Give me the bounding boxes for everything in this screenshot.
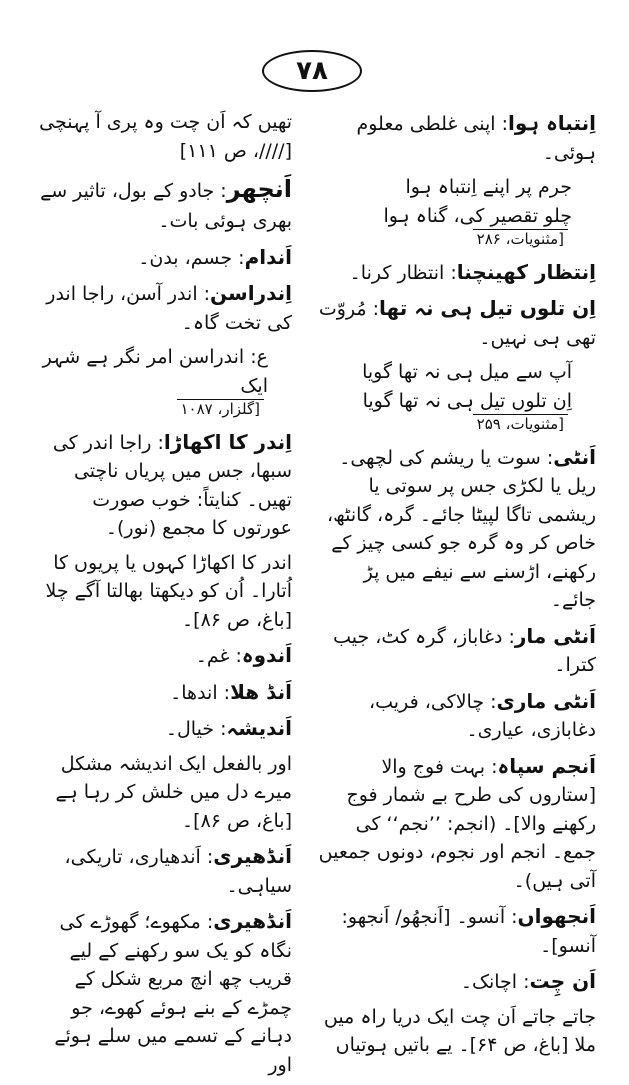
entry-definition: : آنسو۔ [اَنجھُو/ اَنجھو: آنسو]۔ — [341, 906, 596, 957]
entry-headword: اَنٹی — [553, 444, 596, 469]
right-column — [318, 108, 596, 1066]
dictionary-entry — [30, 841, 292, 900]
reference-text: [مثنویات، ۲۵۹ — [473, 414, 568, 433]
entry-definition: : راجا اندر کی سبھا، جس میں پریاں ناچتی تھیں۔ کنایتاً: خوب صورت عورتوں کا مجمع (نور)۔ — [52, 431, 292, 539]
entry-headword: اِندراسن — [210, 281, 292, 305]
verse-line: اِن تلوں تیل ہی نہ تھا گویا — [362, 389, 572, 412]
dictionary-entry — [318, 442, 596, 615]
left-column — [30, 108, 292, 1085]
dictionary-entry — [318, 257, 596, 288]
dictionary-entry — [30, 906, 292, 1079]
entry-definition: : چالاکی، فریب، دغابازی، عیاری۔ — [369, 690, 596, 741]
entry-headword: اَنجھواں — [517, 904, 596, 928]
entry-definition: : دغاباز، گرہ کٹ، جیب کترا۔ — [333, 625, 596, 676]
verse-reference — [30, 398, 268, 421]
reference-text: [مثنویات، ۲۸۶ — [473, 229, 568, 248]
entry-headword: اَنڈ ھلا — [230, 679, 292, 704]
example-text: جاتے جاتے اَن چت ایک دریا راہ میں ملا [باغ، ص ۶۴]۔ یے باتیں ہوتیاں — [323, 1005, 596, 1056]
entry-definition: : مُروّت تھی ہی نہیں۔ — [318, 298, 596, 349]
dictionary-entry — [30, 242, 292, 273]
dictionary-entry — [318, 108, 596, 167]
verse-quote — [318, 173, 596, 251]
entry-headword: اَنٹی ماری — [496, 688, 596, 713]
dictionary-entry — [318, 751, 596, 896]
entry-definition: : خیال۔ — [165, 718, 227, 740]
entry-definition: : اپنی غلطی معلوم ہوئی۔ — [356, 113, 596, 164]
verse-line: جرم پر اپنے اِنتباہ ہوا — [405, 176, 572, 198]
entry-headword: اَنڈھیری — [213, 909, 292, 933]
entry-headword: اَنجم سپاہ — [497, 753, 596, 778]
entry-headword: اَندام — [244, 244, 292, 269]
entry-definition: : بہت فوج والا [ستاروں کی طرح بے شمار فوج رکھنے والا]۔ (انجم: ’’نجم‘‘ کی جمع۔ انجم اور نجوم، دونوں جمعیں آتی ہیں)۔ — [318, 755, 596, 892]
dictionary-entry — [318, 686, 596, 745]
example-text: اور بالفعل ایک اندیشہ مشکل میرے دل میں خلش کر رہا ہے [باغ، ص ۸۶]۔ — [55, 752, 292, 832]
entry-headword: اَنچھر — [226, 175, 292, 203]
entry-headword: اِندر کا اکھاڑا — [163, 429, 292, 454]
dictionary-entry — [30, 171, 292, 236]
entry-definition: : اندھا۔ — [170, 681, 231, 704]
dictionary-entry — [30, 427, 292, 543]
example-text: اندر کا اکھاڑا کہوں یا پریوں کا اُتارا۔ اُن کو دیکھتا بھالتا آگے چلا [باغ، ص ۸۶]۔ — [45, 551, 292, 631]
dictionary-entry — [318, 293, 596, 352]
entry-headword: اَنٹی مار — [514, 623, 596, 648]
dictionary-entry — [30, 713, 292, 744]
entry-headword: اَن چِت — [529, 969, 596, 993]
dictionary-entry — [318, 901, 596, 960]
entry-headword: اِنتظار کھینچنا — [456, 259, 596, 284]
entry-definition: : مکھوے؛ گھوڑے کی نگاہ کو یک سو رکھنے کے لیے قریب چھ انچ مربع شکل کے چمڑے کے بنے ہوئے کھوے، جو دہانے کے تسمے میں سلے ہوئے اور — [54, 911, 292, 1076]
entry-definition: : سوت یا ریشم کی لچھی۔ ریل یا لکڑی جس پر سوتی یا ریشمی تاگا لپیٹا جائے۔ گرہ، گانٹھ، خاص کر وہ گرہ جو کسی چیز کے رکھنے، اڑسنے سے نیفے میں پڑ جائے۔ — [327, 446, 596, 611]
dictionary-entry — [318, 621, 596, 680]
entry-definition: : اچانک۔ — [460, 971, 530, 993]
verse-quote — [30, 343, 292, 421]
verse-line: چلو تقصیر کی، گناہ ہوا — [383, 204, 572, 227]
verse-line: ع: اندراسن امر نگر ہے شہر ایک — [42, 346, 268, 397]
verse-reference — [318, 228, 572, 251]
dictionary-entry — [30, 640, 292, 671]
entry-definition: : جادو کے بول، تاثیر سے بھری ہوئی بات۔ — [40, 180, 292, 232]
entry-headword: اَندوہ — [241, 643, 292, 667]
entry-definition: : اَندھیاری، تاریکی، سیاہی۔ — [64, 846, 292, 897]
dictionary-entry — [30, 278, 292, 337]
dictionary-entry — [318, 966, 596, 997]
entry-definition: : انتظار کرنا۔ — [349, 261, 457, 284]
verse-line: آپ سے میل ہی نہ تھا گویا — [362, 361, 572, 383]
entry-headword: اِن تلوں تیل ہی نہ تھا — [379, 296, 596, 320]
reference-text: [گلزار، ۱۰۸۷ — [177, 399, 265, 418]
verse-reference — [318, 413, 572, 436]
entry-definition: : جسم، بدن۔ — [138, 246, 245, 269]
entry-headword: اَندیشہ — [226, 716, 292, 740]
entry-headword: اَنڈھیری — [213, 844, 292, 868]
example-text: تھیں کہ اَن چت وہ پری آ پہنچی [////، ص ۱۱۱] — [39, 111, 292, 162]
page-number: ۷۸ — [262, 50, 362, 92]
dictionary-entry — [30, 677, 292, 708]
entry-definition: : اندر آسن، راجا اندر کی تخت گاہ۔ — [46, 283, 292, 334]
entry-headword: اِنتباہ ہوا — [508, 111, 596, 135]
verse-quote — [318, 358, 596, 436]
entry-definition: : غم۔ — [195, 645, 242, 667]
